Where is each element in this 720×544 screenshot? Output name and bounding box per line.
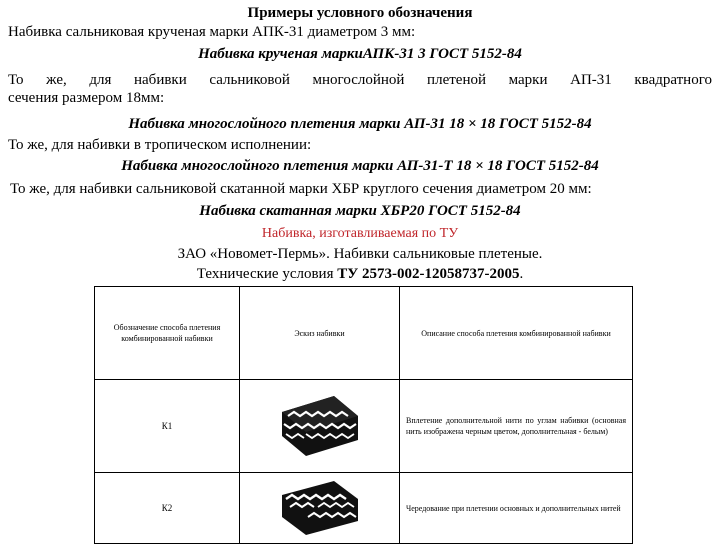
braided-packing-k2-icon — [278, 479, 362, 537]
row-code: К2 — [95, 473, 240, 544]
tu-spec-prefix: Технические условия — [196, 266, 338, 282]
example-line-1: Набивка сальниковая крученая марки АПК-31 диаметром 3 мм: — [8, 24, 416, 40]
tu-spec — [0, 265, 720, 283]
tu-spec-suffix: . — [519, 266, 524, 282]
packing-table — [94, 286, 633, 544]
table-row — [95, 380, 633, 473]
braided-packing-k1-icon — [278, 394, 362, 458]
row-description: Чередование при плетении основных и дополнительных нитей — [400, 473, 633, 544]
header-description: Описание способа плетения комбинированной набивки — [400, 287, 633, 380]
tu-heading: Набивка, изготавливаемая по ТУ — [261, 226, 459, 241]
tu-maker: ЗАО «Новомет-Пермь». Набивки сальниковые плетеные. — [177, 246, 543, 262]
designation-ap31t: Набивка многослойного плетения марки АП-31-Т 18 × 18 ГОСТ 5152-84 — [121, 158, 599, 174]
row-sketch — [240, 380, 400, 473]
header-sketch: Эскиз набивки — [240, 287, 400, 380]
designation-hbr20: Набивка скатанная марки ХБР20 ГОСТ 5152-84 — [199, 203, 521, 219]
example-line-8: То же, для набивки сальниковой скатанной марки ХБР круглого сечения диаметром 20 мм: — [10, 181, 592, 197]
designation-ap31: Набивка многослойного плетения марки АП-31 18 × 18 ГОСТ 5152-84 — [128, 116, 592, 132]
example-line-3: То же, для набивки сальниковой многослойной плетеной марки АП-31 квадратного — [8, 72, 712, 88]
table-row — [95, 473, 633, 544]
page-title: Примеры условного обозначения — [247, 5, 473, 21]
header-code: Обозначение способа плетения комбинированной набивки — [95, 287, 240, 380]
designation-apk31: Набивка крученая маркиАПК-31 3 ГОСТ 5152-84 — [198, 46, 522, 62]
table-header-row — [95, 287, 633, 380]
row-description: Вплетение дополнительной нити по углам набивки (основная нить изображена черным цветом, дополнительная - белым) — [400, 380, 633, 473]
row-code: К1 — [95, 380, 240, 473]
row-sketch — [240, 473, 400, 544]
example-line-6: То же, для набивки в тропическом исполнении: — [8, 137, 312, 153]
example-line-4: сечения размером 18мм: — [8, 90, 165, 106]
tu-spec-code: ТУ 2573-002-12058737-2005 — [337, 266, 520, 282]
